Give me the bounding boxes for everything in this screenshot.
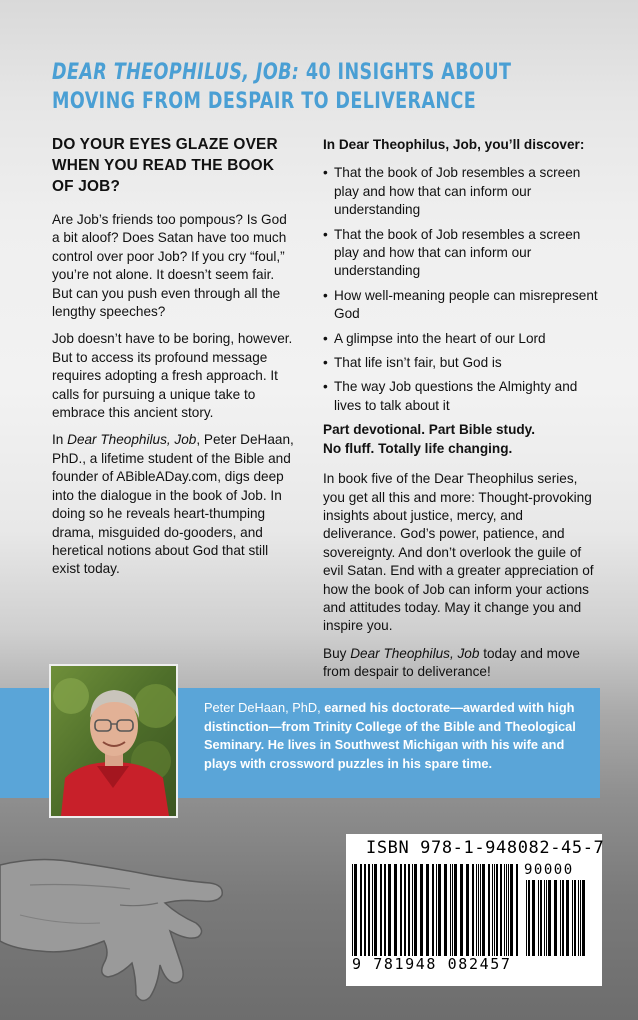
list-item: • That the book of Job resembles a screen play and how that can inform our understanding — [323, 164, 599, 219]
left-column — [52, 134, 294, 588]
barcode-bar — [482, 864, 485, 956]
barcode-bar — [388, 864, 391, 956]
call-to-action — [323, 645, 599, 682]
barcode-bar — [352, 864, 353, 956]
barcode-bar — [492, 864, 493, 956]
barcode-bar — [452, 864, 453, 956]
author-portrait-illustration — [51, 666, 176, 816]
barcode-bar — [460, 864, 463, 956]
headline-subtitle-2: MOVING FROM DESPAIR TO DELIVERANCE — [52, 88, 477, 114]
author-bio — [204, 699, 594, 773]
author-paragraph — [52, 431, 294, 578]
barcode-bar — [438, 864, 441, 956]
author-paragraph-rest: , Peter DeHaan, PhD., a lifetime student of the Bible and founder of ABibleADay.com, digs deep into the dialogue in the book of Job. In doing so he reveals heart-thumping drama, misguided do-gooders, and heretical notions about God that still exist today. — [52, 432, 294, 577]
barcode-bar — [444, 864, 447, 956]
intro-paragraph: Are Job’s friends too pompous? Is God a bit aloof? Does Satan have too much control over poor Job? If you cry “foul,” you’re not alone. It doesn’t seem fair. But can you push even through all the lengthy speeches? — [52, 212, 287, 320]
barcode-bar — [544, 880, 545, 956]
barcode-bar — [562, 880, 564, 956]
discover-list — [323, 164, 599, 415]
barcode-bar — [380, 864, 382, 956]
barcode-bar — [400, 864, 402, 956]
discover-heading: In Dear Theophilus, Job, you’ll discover: — [323, 137, 585, 152]
list-item: • That the book of Job resembles a screen play and how that can inform our understanding — [323, 226, 599, 281]
barcode-bar — [432, 864, 434, 956]
barcode-bar — [578, 880, 579, 956]
barcode-bar — [384, 864, 386, 956]
barcode-bar — [454, 864, 457, 956]
barcode-bar — [560, 880, 561, 956]
barcode-bar — [526, 880, 527, 956]
author-paragraph-prefix: In — [52, 432, 68, 448]
barcode-bar — [548, 880, 551, 956]
barcode-bar — [546, 880, 547, 956]
barcode-bar — [368, 864, 370, 956]
list-item: • How well-meaning people can misrepresent God — [323, 287, 599, 324]
barcode-bar — [572, 880, 573, 956]
headline-subtitle-1: 40 INSIGHTS ABOUT — [305, 59, 512, 85]
author-name: Peter DeHaan, PhD, — [204, 700, 321, 715]
barcode-bar — [566, 880, 569, 956]
barcode-bar — [574, 880, 576, 956]
tagline-line-1: Part devotional. Part Bible study. — [323, 422, 536, 438]
barcode-bar — [478, 864, 479, 956]
barcode-bar — [476, 864, 477, 956]
tagline — [323, 421, 599, 458]
barcode-bar — [364, 864, 366, 956]
barcode-bar — [538, 880, 539, 956]
ean-digits: 9 781948 082457 — [352, 955, 512, 973]
barcode-bar — [404, 864, 406, 956]
author-photo — [49, 664, 178, 818]
barcode-bar — [374, 864, 377, 956]
barcode-bar — [494, 864, 495, 956]
reaching-hand-illustration — [0, 845, 230, 1020]
barcode-bar — [528, 880, 530, 956]
barcode-bar — [540, 880, 542, 956]
list-item: • That life isn’t fair, but God is — [323, 354, 599, 372]
barcode-bar — [466, 864, 469, 956]
barcode-bar — [516, 864, 518, 956]
barcode-addon-digits: 90000 — [524, 862, 574, 878]
barcode-bar — [414, 864, 417, 956]
barcode-bar — [420, 864, 423, 956]
approach-paragraph: Job doesn’t have to be boring, however. But to access its profound message requires adopting a fresh approach. It calls for pursuing a unique take to embrace this ancient story. — [52, 331, 293, 421]
cta-book-title: Dear Theophilus, Job — [350, 645, 480, 661]
barcode-bar — [554, 880, 557, 956]
author-paragraph-book-title: Dear Theophilus, Job — [67, 432, 197, 448]
right-column — [323, 136, 599, 691]
barcode-bar — [372, 864, 373, 956]
barcode-bar — [426, 864, 429, 956]
barcode-bar — [506, 864, 507, 956]
barcode-bar — [580, 880, 581, 956]
isbn-label: ISBN 978-1-948082-45-7 — [366, 838, 605, 858]
cta-rest: today and move from despair to deliverance! — [323, 645, 580, 680]
barcode-bar — [582, 880, 585, 956]
author-bio-text: earned his doctorate—awarded with high distinction—from Trinity College of the Bible and Theological Seminary. He lives in Southwest Michigan with his wife and plays with crossword puzzles in his spare time. — [204, 700, 576, 771]
headline — [52, 58, 512, 116]
cta-prefix: Buy — [323, 645, 351, 661]
barcode-bar — [450, 864, 451, 956]
headline-line1 — [52, 58, 512, 87]
series-paragraph: In book five of the Dear Theophilus series, you get all this and more: Thought-provoking insights about justice, mercy, and deliverance. God’s power, patience, and sovereignty. And don’t overlook the guile of evil Satan. End with a greater appreciation of how the book of Job can inform your actions and attitudes today. May it change you and inspire you. — [323, 471, 594, 634]
barcode-bar — [354, 864, 357, 956]
barcode-bar — [360, 864, 362, 956]
barcode-bar — [510, 864, 513, 956]
list-item: • A glimpse into the heart of our Lord — [323, 330, 599, 348]
barcode-bar — [496, 864, 498, 956]
headline-title: DEAR THEOPHILUS, JOB: — [52, 59, 300, 85]
barcode-bar — [394, 864, 397, 956]
barcode-bar — [480, 864, 481, 956]
tagline-line-2: No fluff. Totally life changing. — [323, 440, 513, 456]
list-item: • The way Job questions the Almighty and lives to talk about it — [323, 378, 599, 415]
barcode-bar — [408, 864, 410, 956]
addon-barcode-bars — [526, 880, 590, 962]
barcode-bar — [412, 864, 413, 956]
barcode-bar — [508, 864, 509, 956]
barcode-bar — [500, 864, 502, 956]
hook-question: DO YOUR EYES GLAZE OVER WHEN YOU READ THE BOOK OF JOB? — [52, 136, 278, 195]
barcode-bar — [504, 864, 505, 956]
barcode-bar — [532, 880, 535, 956]
ean-barcode-bars — [352, 864, 522, 962]
barcode-bar — [488, 864, 490, 956]
barcode-bar — [436, 864, 437, 956]
barcode-bar — [472, 864, 474, 956]
